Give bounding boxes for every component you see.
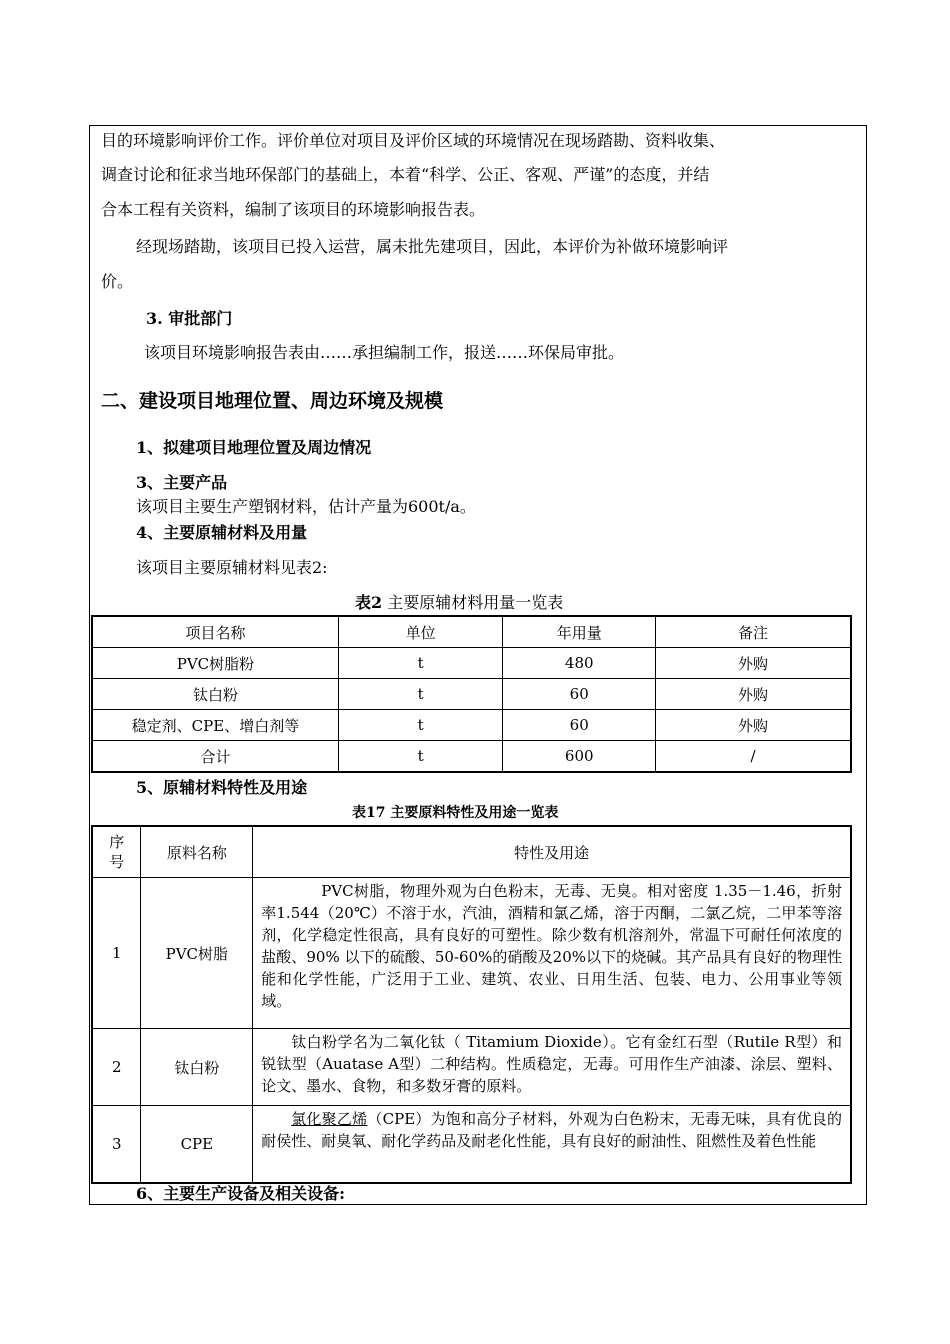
table-cell: 钛白粉 [141, 1029, 253, 1106]
table-row [92, 1106, 851, 1184]
table-cell: 480 [503, 648, 656, 679]
sub4-text: 该项目主要原辅材料见表2: [136, 558, 328, 577]
table-cell: 钛白粉 [92, 679, 338, 710]
table-cell: 外购 [656, 710, 851, 741]
cpe-desc: （CPE）为饱和高分子材料，外观为白色粉末，无毒无味，具有优良的耐侯性、耐臭氧、耐化学药品及耐老化性能，具有良好的耐油性、阻燃性及着色性能 [261, 1110, 842, 1150]
header-cell: 序号 [92, 826, 141, 878]
table-row [92, 648, 851, 679]
table-cell: 钛白粉学名为二氧化钛（ Titamium Dioxide）。它有金红石型（Rutile R型）和锐钛型（Auatase A型）二种结构。性质稳定，无毒。可用作生产油漆、涂层、塑料、论文、墨水、食物，和多数牙膏的原料。 [253, 1029, 851, 1106]
table2-caption-title: 主要原辅材料用量一览表 [382, 593, 564, 612]
sub5-heading: 5、原辅材料特性及用途 [136, 778, 308, 797]
intro-line-1: 目的环境影响评价工作。评价单位对项目及评价区域的环境情况在现场踏勘、资料收集、 [101, 131, 726, 150]
intro-line-4: 经现场踏勘，该项目已投入运营，属未批先建项目，因此，本评价为补做环境影响评 [136, 237, 729, 256]
table-cell: 外购 [656, 648, 851, 679]
table-cell: PVC树脂 [141, 878, 253, 1029]
table-cell: t [338, 679, 503, 710]
table-cell: t [338, 648, 503, 679]
table-row [92, 741, 851, 773]
properties-table [91, 825, 852, 1184]
table-cell: PVC树脂，物理外观为白色粉末，无毒、无臭。相对密度 1.35－1.46，折射率1.544（20℃）不溶于水，汽油，酒精和氯乙烯，溶于丙酮，二氯乙烷，二甲苯等溶剂，化学稳定性很高，具有良好的可塑性。除少数有机溶剂外，常温下可耐任何浓度的盐酸、90% 以下的硫酸、50-60%的硝酸及20%以下的烧碱。其产品具有良好的物理性能和化学性能，广泛用于工业、建筑、农业、日用生活、包装、电力、公用事业等领域。 [253, 878, 851, 1029]
table-cell: PVC树脂粉 [92, 648, 338, 679]
header-cell: 原料名称 [141, 826, 253, 878]
table-row [92, 878, 851, 1029]
table-cell: 合计 [92, 741, 338, 773]
sub6-heading: 6、主要生产设备及相关设备: [136, 1184, 346, 1203]
table-cell: CPE [141, 1106, 253, 1184]
sub3-text: 该项目主要生产塑钢材料，估计产量为600t/a。 [136, 497, 476, 516]
sub4-heading: 4、主要原辅材料及用量 [136, 523, 308, 542]
table-cell: 60 [503, 710, 656, 741]
sub1-heading: 1、拟建项目地理位置及周边情况 [136, 438, 372, 457]
table-cell: 外购 [656, 679, 851, 710]
intro-line-5: 价。 [101, 272, 134, 291]
approval-text: 该项目环境影响报告表由……承担编制工作，报送……环保局审批。 [144, 343, 625, 362]
header-cell: 年用量 [503, 616, 656, 648]
table2-caption [355, 594, 563, 612]
table-cell: 600 [503, 741, 656, 773]
approval-heading: 3. 审批部门 [146, 309, 233, 328]
table-cell: 2 [92, 1029, 141, 1106]
intro-line-2: 调查讨论和征求当地环保部门的基础上，本着“科学、公正、客观、严谨”的态度，并结 [101, 165, 710, 184]
table-header-row [92, 616, 851, 648]
table2-caption-label: 表2 [355, 593, 383, 612]
table-cell: t [338, 710, 503, 741]
table-cell: 1 [92, 878, 141, 1029]
sub3-heading: 3、主要产品 [136, 473, 228, 492]
table-cell [253, 1106, 851, 1184]
table-cell: t [338, 741, 503, 773]
table-cell: 60 [503, 679, 656, 710]
table-cell: 稳定剂、CPE、增白剂等 [92, 710, 338, 741]
table17-caption: 表17 主要原料特性及用途一览表 [352, 805, 559, 821]
intro-line-3: 合本工程有关资料，编制了该项目的环境影响报告表。 [101, 200, 486, 219]
header-cell: 单位 [338, 616, 503, 648]
table-cell: 3 [92, 1106, 141, 1184]
header-cell: 项目名称 [92, 616, 338, 648]
table-cell: / [656, 741, 851, 773]
header-cell: 特性及用途 [253, 826, 851, 878]
table-row [92, 1029, 851, 1106]
table-row [92, 679, 851, 710]
section2-heading: 二、建设项目地理位置、周边环境及规模 [101, 390, 444, 412]
cpe-term: 氯化聚乙烯 [291, 1110, 368, 1128]
table-row [92, 710, 851, 741]
materials-table [91, 615, 852, 773]
header-cell: 备注 [656, 616, 851, 648]
table-header-row [92, 826, 851, 878]
